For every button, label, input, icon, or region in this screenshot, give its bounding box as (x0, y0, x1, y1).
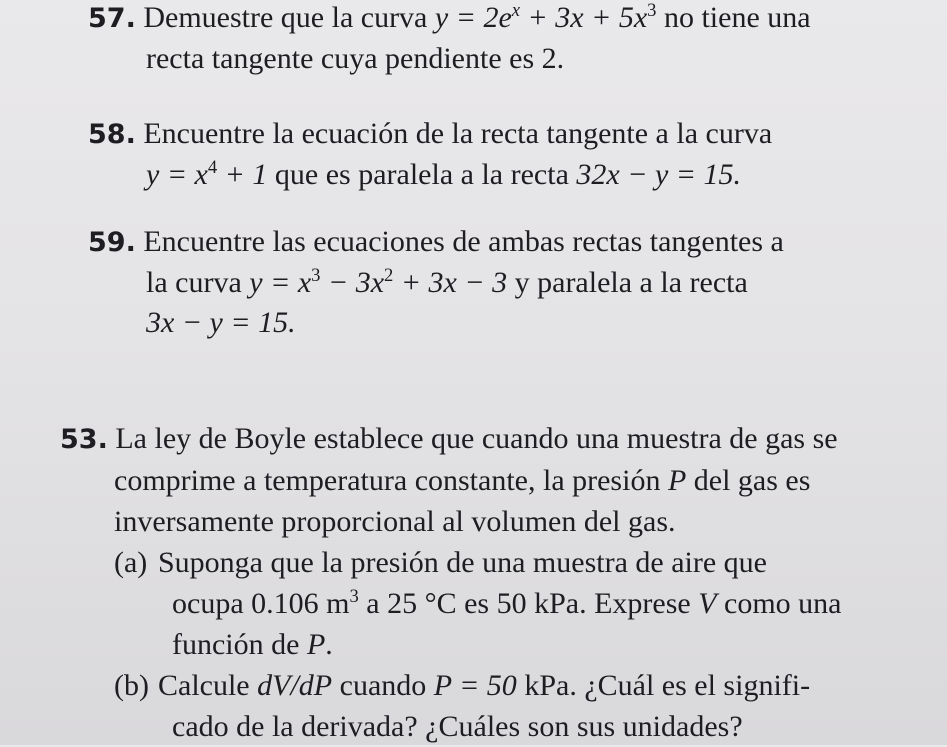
problem-57-line-1: 57. Demuestre que la curva $y = 2e^x + 3x + 5x^3$ no tiene una (88, 0, 811, 39)
problem-58-line-2: $y = x^4 + 1$ que es paralela a la recta 32x − y = 15. (146, 157, 742, 191)
problem-number: 59. (88, 227, 136, 258)
problem-59-line-3: 3x − y = 15. (146, 306, 296, 339)
item-b-line-1: (b) Calcule dV/dP cuando P = 50 kPa. ¿Cuál es el signifi- (114, 665, 842, 706)
problem-number: 57. (88, 3, 136, 34)
problem-59-line-1: 59. Encuentre las ecuaciones de ambas rectas tangentes a (88, 222, 784, 263)
item-b-line-2: cado de la derivada? ¿Cuáles son sus unidades? (172, 710, 743, 743)
problem-57-line-2: recta tangente cuya pendiente es 2. (146, 42, 565, 75)
item-label-a: (a) (114, 546, 148, 579)
item-a-line-2: ocupa 0.106 $m^3$ a 25 °C es 50 kPa. Exprese V como una (172, 586, 842, 620)
item-label-b: (b) (114, 669, 149, 702)
problem-59-line-2: la curva $y = x^3 - 3x^2 + 3x - 3$ y paralela a la recta (146, 265, 748, 299)
problem-53-line-2: comprime a temperatura constante, la presión P del gas es (114, 464, 811, 497)
problem-53-line-1: 53. La ley de Boyle establece que cuando una muestra de gas se (60, 418, 842, 460)
problem-number: 53. (60, 424, 108, 455)
problem-58 (88, 114, 772, 195)
item-a-line-1: (a) Suponga que la presión de una muestra de aire que (114, 542, 842, 583)
problem-58-line-1: 58. Encuentre la ecuación de la recta tangente a la curva (88, 114, 772, 155)
item-a-line-3: función de P. (172, 628, 333, 661)
problem-59 (88, 222, 784, 343)
problem-53-line-3: inversamente proporcional al volumen del gas. (114, 505, 676, 538)
problem-57 (88, 0, 811, 79)
problem-53 (60, 418, 842, 747)
problem-number: 58. (88, 119, 136, 150)
